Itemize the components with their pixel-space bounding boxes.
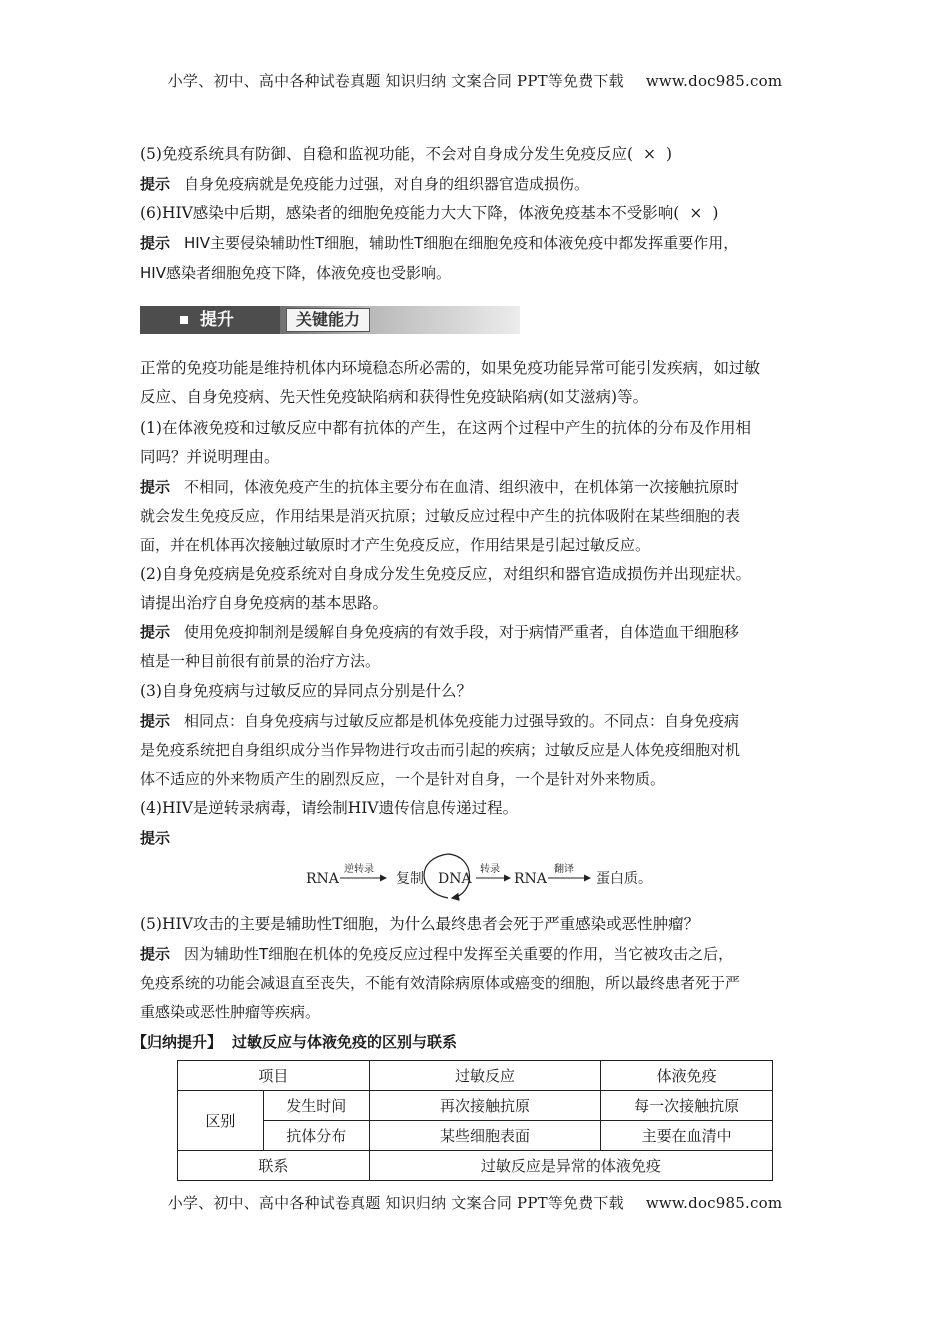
judge-q5-text: (5)免疫系统具有防御、自稳和监视功能，不会对自身成分发生免疫反应( (140, 145, 634, 163)
table-cell-diff: 区别 (178, 1091, 264, 1151)
intro-line-2: 反应、自身免疫病、先天性免疫缺陷病和获得性免疫缺陷病(如艾滋病)等。 (140, 388, 649, 406)
header-text: 小学、初中、高中各种试卷真题 知识归纳 文案合同 PPT等免费下载 (167, 72, 624, 90)
q5b-line-1: (5)HIV攻击的主要是辅助性T细胞，为什么最终患者会死于严重感染或恶性肿瘤？ (140, 915, 700, 933)
tip-text: 不相同，体液免疫产生的抗体主要分布在血清、组织液中，在机体第一次接触抗原时 (184, 478, 740, 496)
tip-text: 因为辅助性T细胞在机体的免疫反应过程中发挥至关重要的作用，当它被攻击之后， (184, 945, 734, 963)
table-cell: 某些细胞表面 (369, 1121, 601, 1151)
table-row (178, 1091, 773, 1121)
q5b-tip-2: 免疫系统的功能会减退直至丧失，不能有效清除病原体或癌变的细胞，所以最终患者死于严 (140, 974, 741, 992)
flow-label-rt: 逆转录 (344, 864, 374, 875)
q3-tip-3: 体不适应的外来物质产生的剧烈反应，一个是针对自身，一个是针对外来物质。 (140, 770, 666, 788)
section-banner (140, 300, 520, 340)
table-row (178, 1121, 773, 1151)
q1-tip-2: 就会发生免疫反应，作用结果是消灭抗原；过敏反应过程中产生的抗体吸附在某些细胞的表 (140, 507, 741, 525)
flow-rna-2: RNA (514, 871, 547, 887)
table-cell-link: 联系 (178, 1151, 370, 1181)
table-cell: 发生时间 (263, 1091, 369, 1121)
q2-tip-2: 植是一种目前很有前景的治疗方法。 (140, 652, 381, 670)
judge-q6 (140, 203, 820, 223)
judge-q6-tip (140, 233, 820, 253)
q3-line-1: (3)自身免疫病与过敏反应的异同点分别是什么？ (140, 682, 472, 700)
banner-left-label: 提升 (200, 310, 234, 330)
cross-mark: × (643, 145, 657, 163)
table-cell: 主要在血清中 (601, 1121, 773, 1151)
banner-right-label: 关键能力 (296, 310, 361, 329)
q1-tip-3: 面，并在机体再次接触过敏原时才产生免疫反应，作用结果是引起过敏反应。 (140, 536, 651, 554)
flow-label-tl: 翻译 (554, 864, 574, 875)
flow-protein: 蛋白质。 (596, 871, 652, 887)
cross-mark: × (689, 204, 703, 222)
table-header-item: 项目 (178, 1061, 370, 1091)
comparison-table (177, 1060, 773, 1181)
table-header-allergy: 过敏反应 (369, 1061, 601, 1091)
q2-line-2: 请提出治疗自身免疫病的基本思路。 (140, 594, 389, 612)
q1-tip-1 (140, 477, 820, 497)
flow-rna-1: RNA (306, 871, 339, 887)
q4-line-1: (4)HIV是逆转录病毒，请绘制HIV遗传信息传递过程。 (140, 799, 519, 817)
judge-q6-tip-2: HIV感染者细胞免疫下降，体液免疫也受影响。 (140, 264, 451, 282)
judge-q6-text: (6)HIV感染中后期，感染者的细胞免疫能力大大下降，体液免疫基本不受影响( (140, 204, 680, 222)
table-cell: 抗体分布 (263, 1121, 369, 1151)
summary-heading (132, 1031, 457, 1052)
paren-close: ) (712, 204, 719, 222)
header-site[interactable]: www.doc985.com (645, 72, 783, 90)
table-header-humoral: 体液免疫 (601, 1061, 773, 1091)
intro-line-1: 正常的免疫功能是维持机体内环境稳态所必需的，如果免疫功能异常可能引发疾病，如过敏 (140, 359, 761, 377)
tip-label: 提示 (140, 829, 171, 847)
summary-tag: 【归纳提升】 (132, 1033, 223, 1051)
tip-label: 提示 (140, 175, 171, 193)
table-row (178, 1151, 773, 1181)
flow-label-tr: 转录 (480, 864, 500, 875)
q5b-tip-3: 重感染或恶性肿瘤等疾病。 (140, 1003, 321, 1021)
square-bullet-icon (180, 316, 188, 324)
tip-label: 提示 (140, 623, 171, 641)
q1-line-2: 同吗？并说明理由。 (140, 448, 280, 466)
q1-line-1: (1)在体液免疫和过敏反应中都有抗体的产生，在这两个过程中产生的抗体的分布及作用相 (140, 419, 751, 437)
tip-label: 提示 (140, 234, 171, 252)
tip-label: 提示 (140, 478, 171, 496)
page-footer (0, 1192, 950, 1213)
paren-close: ) (666, 145, 673, 163)
tip-text: HIV主要侵染辅助性T细胞，辅助性T细胞在细胞免疫和体液免疫中都发挥重要作用， (184, 234, 739, 252)
table-cell: 每一次接触抗原 (601, 1091, 773, 1121)
table-cell-link-text: 过敏反应是异常的体液免疫 (369, 1151, 772, 1181)
flow-copy: 复制 (396, 871, 424, 887)
footer-text: 小学、初中、高中各种试卷真题 知识归纳 文案合同 PPT等免费下载 (167, 1194, 624, 1212)
tip-text: 使用免疫抑制剂是缓解自身免疫病的有效手段，对于病情严重者，自体造血干细胞移 (184, 623, 740, 641)
table-row (178, 1061, 773, 1091)
judge-q5-tip (140, 174, 820, 194)
footer-site[interactable]: www.doc985.com (645, 1194, 783, 1212)
q5b-tip-1 (140, 944, 820, 964)
q3-tip-1 (140, 711, 820, 731)
flow-dna: DNA (438, 871, 472, 887)
table-cell: 再次接触抗原 (369, 1091, 601, 1121)
judge-q5 (140, 144, 820, 164)
summary-title: 过敏反应与体液免疫的区别与联系 (232, 1033, 458, 1051)
page-header (0, 70, 950, 91)
q2-line-1: (2)自身免疫病是免疫系统对自身成分发生免疫反应，对组织和器官造成损伤并出现症状。 (140, 565, 751, 583)
hiv-flow-diagram (300, 848, 660, 904)
q2-tip-1 (140, 622, 820, 642)
q4-tip-label (140, 828, 820, 848)
tip-text: 自身免疫病就是免疫能力过强，对自身的组织器官造成损伤。 (184, 175, 590, 193)
tip-label: 提示 (140, 945, 171, 963)
q3-tip-2: 是免疫系统把自身组织成分当作异物进行攻击而引起的疾病；过敏反应是人体免疫细胞对机 (140, 741, 741, 759)
tip-text: 相同点：自身免疫病与过敏反应都是机体免疫能力过强导致的。不同点：自身免疫病 (184, 712, 740, 730)
tip-label: 提示 (140, 712, 171, 730)
